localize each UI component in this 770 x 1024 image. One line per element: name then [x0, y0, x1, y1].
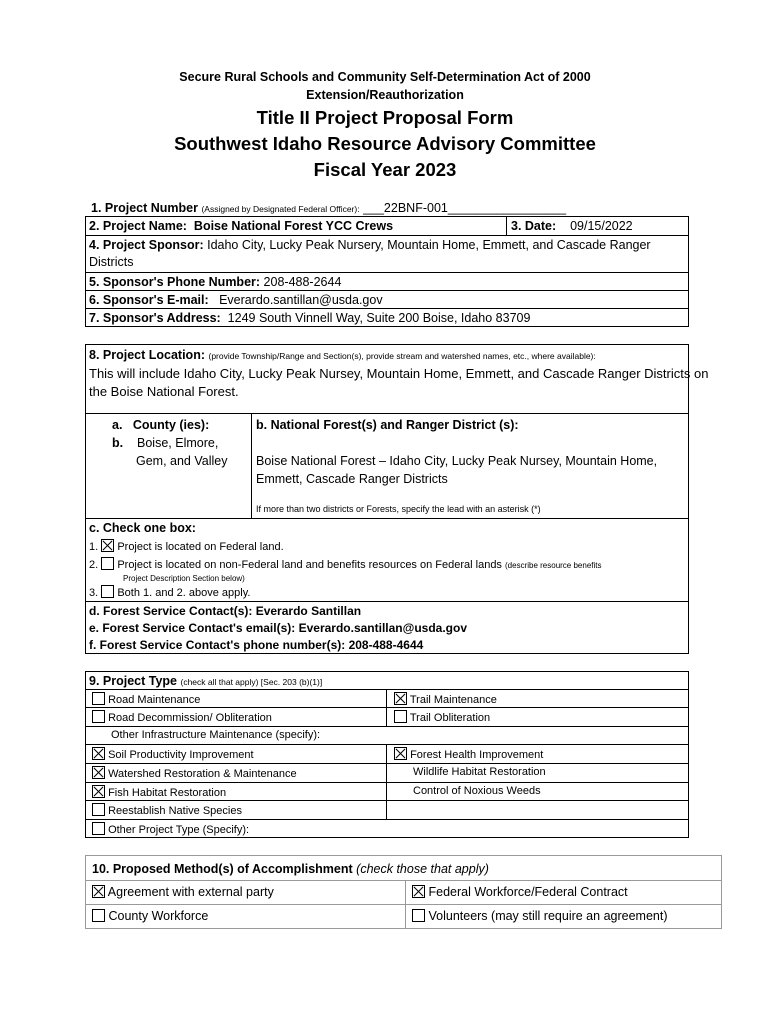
county-workforce-item [92, 909, 208, 923]
watershed-item [92, 766, 297, 780]
other-type-label: Other Project Type (Specify): [108, 824, 250, 836]
project-name-value[interactable]: Boise National Forest YCC Crews [193, 219, 394, 233]
county-workforce-label: County Workforce [108, 909, 209, 923]
option-1-row [86, 538, 688, 556]
contact-phone-row [86, 636, 688, 654]
trail-obliteration-checkbox[interactable] [394, 710, 407, 723]
project-type-table [85, 671, 689, 838]
federal-item [412, 885, 628, 899]
option-1-num: 1. [89, 541, 99, 553]
road-decommission-checkbox[interactable] [92, 710, 105, 723]
county-value-line2[interactable]: Gem, and Valley [136, 454, 228, 468]
location-desc-row1 [86, 365, 709, 383]
native-item [92, 803, 242, 817]
fish-checkbox[interactable] [92, 785, 105, 798]
sponsor-value-line1[interactable]: Idaho City, Lucky Peak Nursery, Mountain Home, Emmett, and Cascade Ranger [207, 238, 651, 252]
option-3-checkbox[interactable] [101, 585, 114, 598]
volunteers-item [412, 909, 668, 923]
contact-phone[interactable]: f. Forest Service Contact's phone number(s): 208-488-4644 [89, 638, 424, 652]
road-decommission-item [92, 710, 272, 724]
date-label: 3. Date: [511, 219, 557, 233]
option-2-note2: Project Description Section below) [123, 574, 245, 583]
address-label: 7. Sponsor's Address: [89, 311, 221, 325]
project-number-label: 1. Project Number [91, 201, 198, 215]
trail-maintenance-item [394, 692, 497, 706]
volunteers-checkbox[interactable] [412, 909, 425, 922]
soil-item [92, 747, 254, 761]
agreement-checkbox[interactable] [92, 885, 105, 898]
location-desc-line1[interactable]: This will include Idaho City, Lucky Peak Nursey, Mountain Home, Emmett, and Cascade Ranger Districts on [89, 366, 709, 381]
date-cell [511, 217, 633, 235]
other-infra-item [111, 729, 320, 741]
accomplishment-table [85, 855, 722, 929]
forest-value-line1[interactable]: Boise National Forest – Idaho City, Lucky Peak Nursey, Mountain Home, [256, 454, 658, 468]
project-number-note: (Assigned by Designated Federal Officer): [201, 204, 360, 214]
trail-obliteration-item [394, 710, 490, 724]
forest-health-item [394, 747, 543, 761]
phone-row [86, 272, 688, 291]
federal-checkbox[interactable] [412, 885, 425, 898]
county-a: a. [112, 418, 123, 432]
road-maintenance-item [92, 692, 200, 706]
accomplishment-label-row [86, 860, 721, 878]
act-title-line2: Extension/Reauthorization [306, 88, 464, 102]
other-type-checkbox[interactable] [92, 822, 105, 835]
check-label-row [86, 519, 688, 537]
accomplishment-note: (check those that apply) [356, 862, 489, 876]
sponsor-row-cont [86, 253, 688, 271]
agreement-item [92, 885, 274, 899]
option-2-checkbox[interactable] [101, 557, 114, 570]
forest-note: If more than two districts or Forests, specify the lead with an asterisk (*) [256, 504, 541, 514]
soil-checkbox[interactable] [92, 747, 105, 760]
option-3-row [86, 584, 688, 602]
forest-health-checkbox[interactable] [394, 747, 407, 760]
road-maintenance-checkbox[interactable] [92, 692, 105, 705]
volunteers-label: Volunteers (may still require an agreement) [428, 909, 668, 923]
native-label: Reestablish Native Species [108, 805, 242, 817]
option-3-num: 3. [89, 587, 99, 599]
form-title-line3: Fiscal Year 2023 [313, 159, 457, 180]
email-row [86, 290, 688, 309]
watershed-checkbox[interactable] [92, 766, 105, 779]
project-location-table [85, 344, 709, 654]
check-one-label: c. Check one box: [89, 521, 196, 535]
contact-email-row [86, 619, 688, 637]
location-desc-row2 [86, 383, 688, 401]
wildlife-label: Wildlife Habitat Restoration [413, 766, 546, 778]
sponsor-value-line2[interactable]: Districts [89, 255, 134, 269]
forest-health-label: Forest Health Improvement [410, 749, 544, 761]
agreement-label: Agreement with external party [107, 885, 274, 899]
accomplishment-label: 10. Proposed Method(s) of Accomplishment [92, 862, 353, 876]
phone-label: 5. Sponsor's Phone Number: [89, 275, 261, 289]
project-name-label: 2. Project Name: [89, 219, 187, 233]
contact-email[interactable]: e. Forest Service Contact's email(s): Everardo.santillan@usda.gov [89, 621, 468, 635]
sponsor-row [86, 235, 688, 254]
address-value[interactable]: 1249 South Vinnell Way, Suite 200 Boise, Idaho 83709 [227, 311, 531, 325]
forest-value [256, 452, 657, 488]
noxious-label: Control of Noxious Weeds [413, 785, 541, 797]
act-title-line1: Secure Rural Schools and Community Self-Determination Act of 2000 [179, 70, 591, 84]
address-row [86, 308, 688, 327]
option-1-checkbox[interactable] [101, 539, 114, 552]
date-value[interactable]: 09/15/2022 [570, 219, 633, 233]
county-b: b. [112, 436, 124, 450]
other-type-item [92, 822, 249, 836]
noxious-item [413, 785, 541, 797]
fish-item [92, 785, 226, 799]
road-maintenance-label: Road Maintenance [108, 694, 201, 706]
form-title-line2: Southwest Idaho Resource Advisory Committee [174, 133, 596, 154]
county-label: County (ies): [132, 418, 210, 432]
phone-value[interactable]: 208-488-2644 [263, 275, 342, 289]
watershed-label: Watershed Restoration & Maintenance [108, 768, 297, 780]
email-label: 6. Sponsor's E-mail: [89, 293, 209, 307]
county-cell [112, 416, 227, 470]
forest-label: b. National Forest(s) and Ranger District (s): [256, 418, 519, 432]
other-infra-label: Other Infrastructure Maintenance (specify): [111, 729, 321, 741]
road-decommission-label: Road Decommission/ Obliteration [108, 712, 272, 724]
email-value[interactable]: Everardo.santillan@usda.gov [219, 293, 383, 307]
forest-cell [256, 416, 519, 434]
location-label-row [86, 346, 688, 365]
option-1-text: Project is located on Federal land. [117, 541, 284, 553]
wildlife-item [413, 766, 546, 778]
native-checkbox[interactable] [92, 803, 105, 816]
location-desc-line2[interactable]: the Boise National Forest. [89, 384, 239, 399]
project-type-label: 9. Project Type [89, 674, 177, 688]
form-title [0, 105, 770, 183]
project-type-note: (check all that apply) [Sec. 203 (b)(1)] [180, 677, 323, 687]
contact-name[interactable]: d. Forest Service Contact(s): Everardo Santillan [89, 604, 362, 618]
option-2-num: 2. [89, 559, 99, 571]
federal-label: Federal Workforce/Federal Contract [428, 885, 628, 899]
forest-value-line2[interactable]: Emmett, Cascade Ranger Districts [256, 472, 448, 486]
option-2-row [86, 556, 688, 575]
option-2-text: Project is located on non-Federal land and benefits resources on Federal lands [117, 559, 502, 571]
option-3-text: Both 1. and 2. above apply. [117, 587, 251, 599]
soil-label: Soil Productivity Improvement [108, 749, 254, 761]
option-2-note: (describe resource benefits [505, 561, 602, 570]
project-number-value[interactable]: ___22BNF-001_________________ [363, 201, 567, 215]
trail-obliteration-label: Trail Obliteration [409, 712, 491, 724]
act-title [0, 68, 770, 104]
fish-label: Fish Habitat Restoration [108, 787, 227, 799]
trail-maintenance-checkbox[interactable] [394, 692, 407, 705]
trail-maintenance-label: Trail Maintenance [409, 694, 497, 706]
location-note: (provide Township/Range and Section(s), provide stream and watershed names, etc., where available): [208, 351, 596, 361]
location-label: 8. Project Location: [89, 348, 205, 362]
contact-name-row [86, 602, 688, 620]
sponsor-label: 4. Project Sponsor: [89, 238, 204, 252]
sponsor-info-table [85, 216, 689, 327]
county-workforce-checkbox[interactable] [92, 909, 105, 922]
county-value-line1[interactable]: Boise, Elmore, [137, 436, 219, 450]
form-title-line1: Title II Project Proposal Form [256, 107, 514, 128]
